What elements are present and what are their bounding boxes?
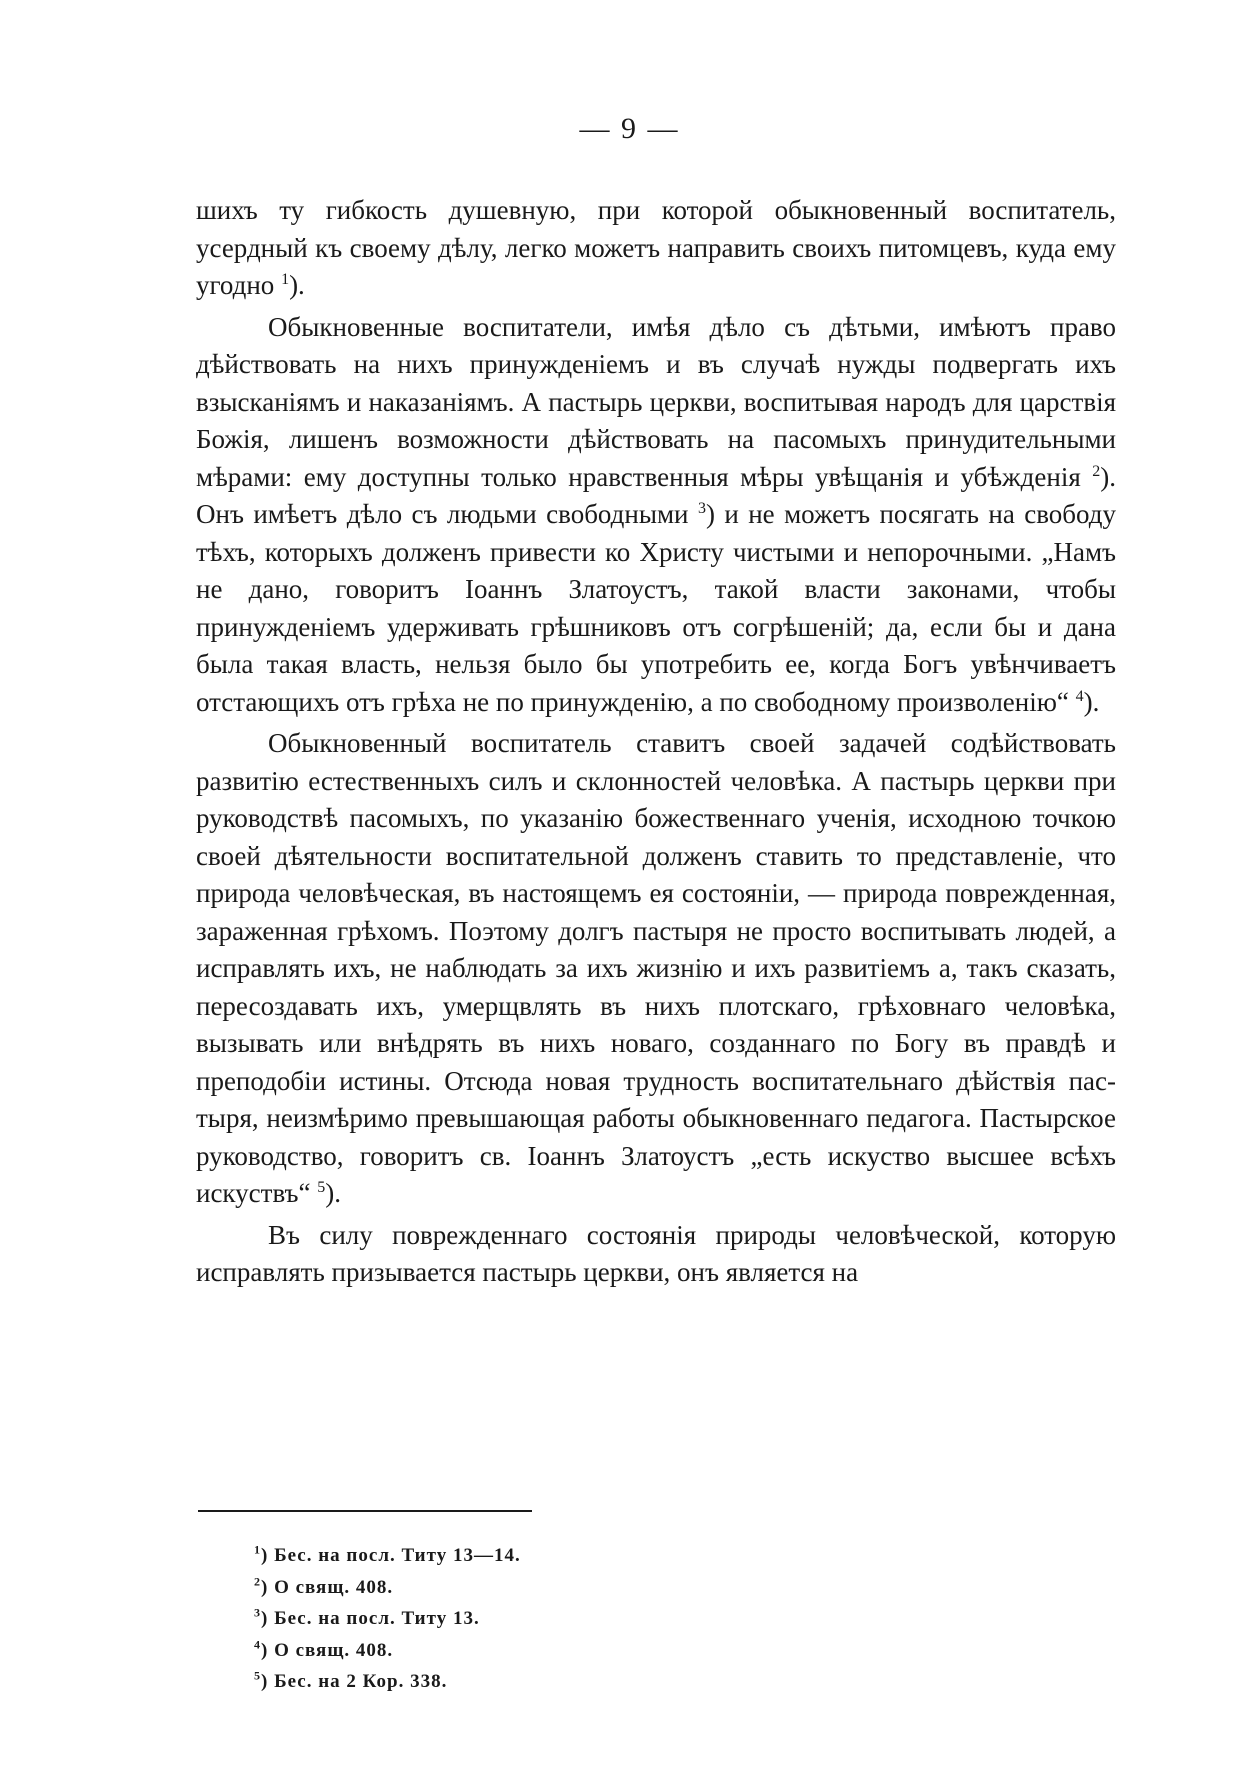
footnote-mark: 5 (254, 1668, 261, 1683)
footnote-text: ) Бес. на посл. Титу 13. (261, 1608, 480, 1629)
footnote-mark: 3 (254, 1605, 261, 1620)
paragraph-text: ). (289, 270, 305, 300)
footnote-text: ) Бес. на посл. Титу 13—14. (261, 1545, 521, 1566)
footnote (254, 1572, 954, 1604)
paragraph-text: Обыкновенный воспитатель ставитъ своей задачей содѣйствовать развитію естественныхъ силъ и склонностей человѣка. А пастырь церкви при руководствѣ пасомыхъ, по указанію божественнаго ученія, исходною точкою своей дѣятельности воспитательной долженъ ставить то представленіе, что природа человѣческая, въ настоящемъ ея состояніи, — природа поврежденная, зараженная грѣхомъ. Поэтому долгъ пастыря не просто воспитывать людей, а исправлять ихъ, не наблюдать за ихъ жизнію и ихъ развитіемъ а, такъ сказать, пересоздавать ихъ, умерщвлять въ нихъ плотскаго, грѣховнаго человѣка, вызывать или внѣдрять въ нихъ новаго, созданнаго по Богу въ правдѣ и преподобіи истины. Отсюда новая трудность воспитательнаго дѣйствія пастыря, неизмѣримо превышающая работы обыкновеннаго педагога. Пастырское руководство, говоритъ св. Іоаннъ Златоустъ „есть искуство высшее всѣхъ искуствъ“ (196, 728, 1116, 1208)
page-number: — 9 — (579, 112, 680, 145)
main-text (196, 192, 1116, 1296)
footnote-ref: 5 (317, 1179, 326, 1196)
footnotes (254, 1540, 954, 1698)
footnote (254, 1603, 954, 1635)
paragraph-text: ). (1083, 686, 1100, 717)
footnote (254, 1635, 954, 1667)
paragraph (196, 192, 1116, 305)
paragraph (196, 725, 1116, 1213)
footnote-ref: 1 (281, 271, 290, 288)
footnote-mark: 1 (254, 1542, 261, 1557)
paragraph-text: ). (325, 1178, 341, 1208)
footnote-mark: 4 (254, 1637, 261, 1652)
footnote-mark: 2 (254, 1574, 261, 1589)
footnote-text: ) Бес. на 2 Кор. 338. (261, 1671, 448, 1692)
footnote (254, 1666, 954, 1698)
footnote-divider (198, 1510, 532, 1512)
footnote-ref: 2 (1092, 462, 1101, 480)
footnote (254, 1540, 954, 1572)
paragraph-text: Обыкновенные воспитатели, имѣя дѣло съ дѣтьми, имѣютъ право дѣйствовать на нихъ принужденіемъ и въ случаѣ нужды подвергать ихъ взысканіямъ и наказаніямъ. А пастырь церкви, воспитывая народъ для царствія Божія, лишенъ возможности дѣйствовать на пасомыхъ принудительными мѣрами: ему доступны только нравственныя мѣры увѣщанія и убѣжденія (196, 311, 1116, 492)
footnote-text: ) О свящ. 408. (261, 1576, 394, 1598)
paragraph-text: ). Онъ имѣетъ дѣло съ людьми свободными (196, 461, 1116, 529)
paragraph-text: шихъ ту гибкость душевную, при которой обыкновенный воспитатель, усердный къ своему дѣлу, легко можетъ направить своихъ питомцевъ, куда ему угодно (196, 195, 1116, 300)
paragraph (196, 309, 1116, 722)
paragraph-text: ) и не можетъ посягать на свободу тѣхъ, которыхъ долженъ привести ко Христу чистыми и непорочными. „Намъ не дано, говоритъ Іоаннъ Златоустъ, такой власти законами, чтобы принужденіемъ удерживать грѣшниковъ отъ согрѣшеній; да, если бы и дана была такая власть, нельзя было бы употребить ее, когда Богъ увѣнчиваетъ отстающихъ отъ грѣха не по принужденію, а по свободному произволенію“ (196, 499, 1116, 717)
footnote-text: ) О свящ. 408. (261, 1639, 394, 1661)
paragraph (196, 1217, 1116, 1292)
footnote-ref: 3 (697, 500, 706, 517)
footnote-ref: 4 (1075, 687, 1084, 705)
paragraph-text: Въ силу поврежденнаго состоянія природы человѣческой, которую исправлять призывается пастырь церкви, онъ является на (196, 1219, 1116, 1287)
